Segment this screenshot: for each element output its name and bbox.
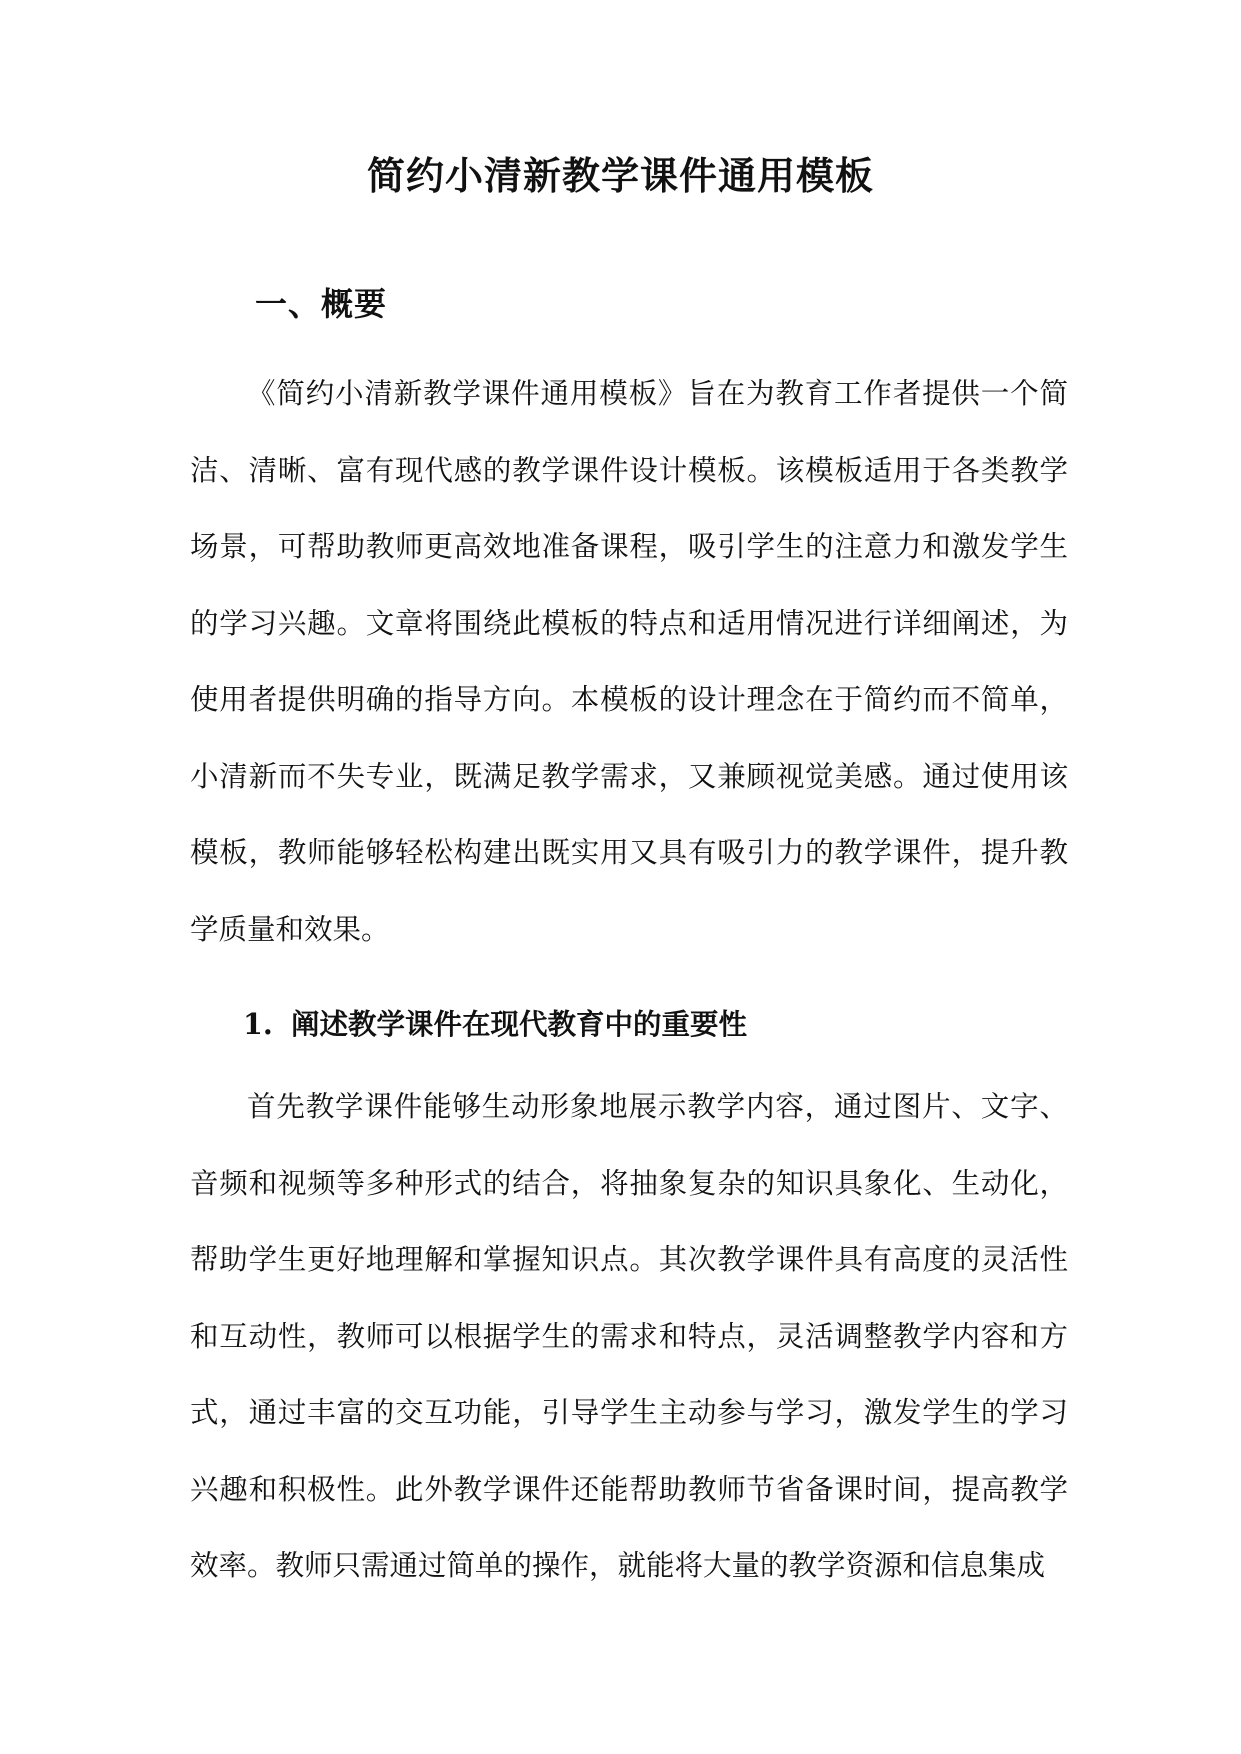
document-title: 简约小清新教学课件通用模板 <box>366 153 874 198</box>
subsection-number: 1. <box>243 1007 273 1041</box>
subsection-heading <box>243 1000 747 1048</box>
subsection-heading-text: 阐述教学课件在现代教育中的重要性 <box>291 1007 748 1041</box>
importance-paragraph: 首先教学课件能够生动形象地展示教学内容，通过图片、文字、音频和视频等多种形式的结合，将抽象复杂的知识具象化、生动化，帮助学生更好地理解和掌握知识点。其次教学课件具有高度的灵活性和互动性，教师可以根据学生的需求和特点，灵活调整教学内容和方式，通过丰富的交互功能，引导学生主动参与学习，激发学生的学习兴趣和积极性。此外教学课件还能帮助教师节省备课时间，提高教学效率。教师只需通过简单的操作，就能将大量的教学资源和信息集成 <box>190 1090 1068 1582</box>
overview-paragraph: 《简约小清新教学课件通用模板》旨在为教育工作者提供一个简洁、清晰、富有现代感的教学课件设计模板。该模板适用于各类教学场景，可帮助教师更高效地准备课程，吸引学生的注意力和激发学生的学习兴趣。文章将围绕此模板的特点和适用情况进行详细阐述，为使用者提供明确的指导方向。本模板的设计理念在于简约而不简单，小清新而不失专业，既满足教学需求，又兼顾视觉美感。通过使用该模板，教师能够轻松构建出既实用又具有吸引力的教学课件，提升教学质量和效果。 <box>190 377 1068 946</box>
section-heading-overview: 一、概要 <box>255 285 388 323</box>
